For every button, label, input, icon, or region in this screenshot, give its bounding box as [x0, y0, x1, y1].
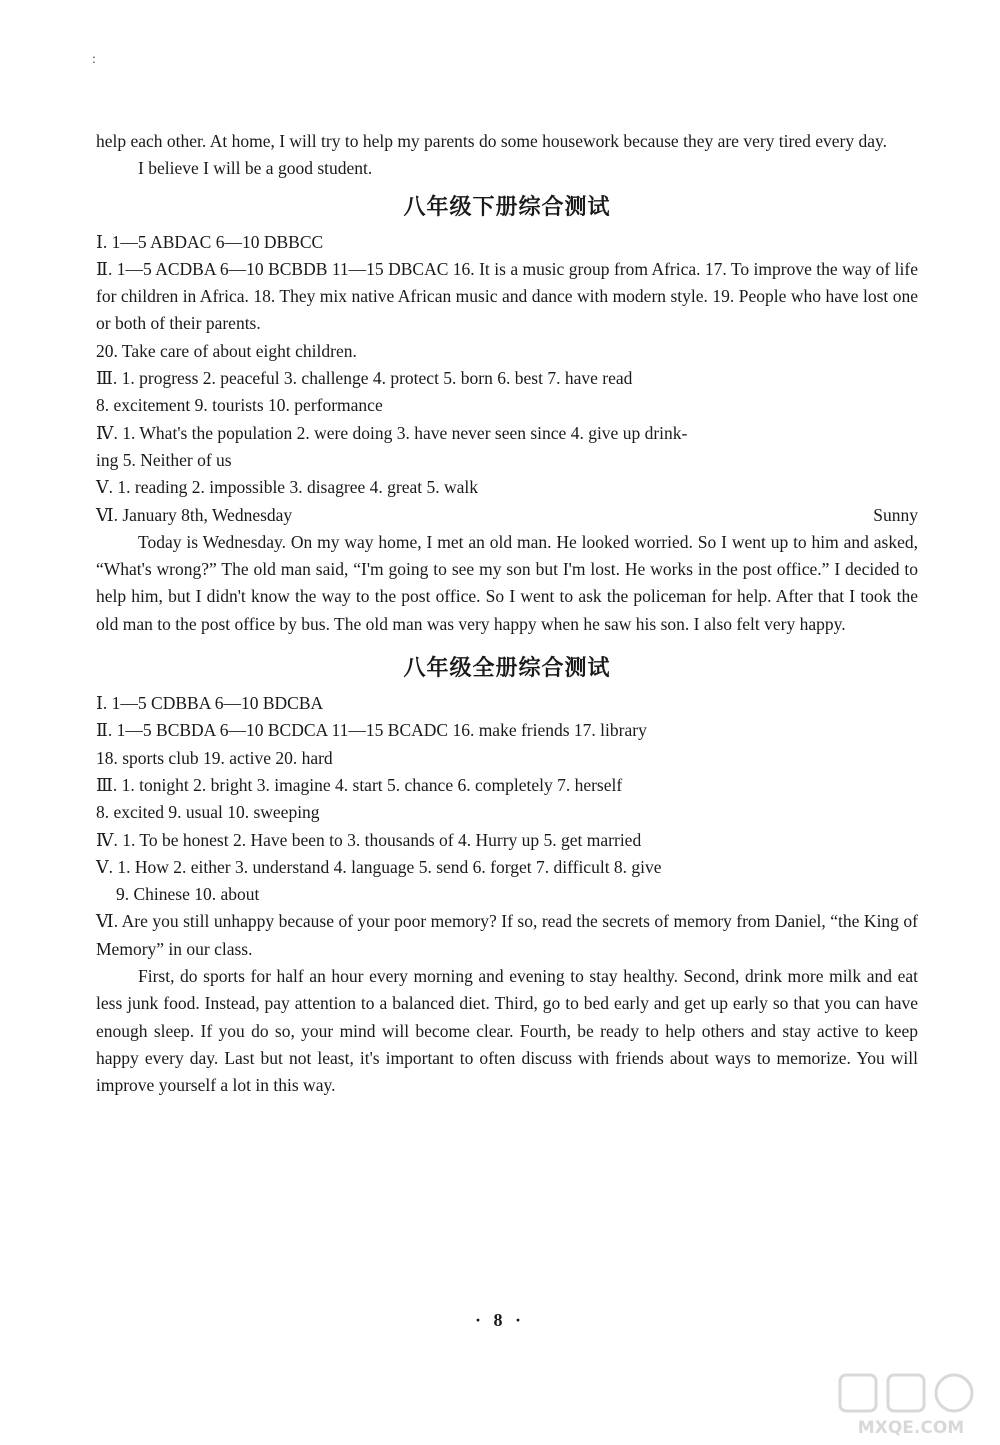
page-content: [96, 128, 918, 1100]
intro-paragraph-1: help each other. At home, I will try to help my parents do some housework because they are very tired every day.: [96, 131, 887, 151]
s1-part-iv-line1: Ⅳ. 1. What's the population 2. were doing 3. have never seen since 4. give up drink-: [96, 422, 688, 443]
s1-part-ii: Ⅱ. 1—5 ACDBA 6—10 BCBDB 11—15 DBCAC 16. It is a music group from Africa. 17. To improve the way of life for children in Africa. 18. They mix native African music and dance with modern style. 19. People who have lost one or both of their parents.: [96, 258, 918, 334]
s1-part-i: Ⅰ. 1—5 ABDAC 6—10 DBBCC: [96, 231, 324, 252]
watermark-text: MXQE.COM: [857, 1418, 965, 1438]
s1-diary-weather: Sunny: [873, 504, 918, 525]
intro-paragraph-2: I believe I will be a good student.: [138, 158, 373, 179]
watermark-logo-icon: [836, 1371, 986, 1439]
s1-diary-text: Today is Wednesday. On my way home, I met an old man. He looked worried. So I went up to him and asked, “What's wrong?” The old man said, “I'm going to see my son but I'm lost. He works in the post office.” I decided to help him, but I didn't know the way to the post office. So I went to ask the policeman for help. After that I took the old man to the post office by bus. The old man was very happy when he saw his son. I also felt very happy.: [96, 531, 918, 634]
top-mark: :: [92, 52, 96, 67]
s2-part-iii-line2: 8. excited 9. usual 10. sweeping: [96, 802, 320, 823]
s1-part-iii-line2: 8. excitement 9. tourists 10. performance: [96, 395, 383, 416]
watermark-logo: [836, 1371, 986, 1439]
s1-part-iv-line2: ing 5. Neither of us: [96, 449, 232, 470]
s2-part-vi-intro: Ⅵ. Are you still unhappy because of your poor memory? If so, read the secrets of memory from Daniel, “the King of Memory” in our class.: [96, 911, 918, 959]
section-title-2: 八年级全册综合测试: [403, 656, 611, 682]
s2-part-v-line2: 9. Chinese 10. about: [116, 884, 260, 905]
s1-part-ii-last: 20. Take care of about eight children.: [96, 340, 357, 361]
s2-part-ii-line1: Ⅱ. 1—5 BCBDA 6—10 BCDCA 11—15 BCADC 16. make friends 17. library: [96, 720, 647, 741]
s1-diary-date: Ⅵ. January 8th, Wednesday: [96, 504, 293, 525]
s2-part-iv: Ⅳ. 1. To be honest 2. Have been to 3. thousands of 4. Hurry up 5. get married: [96, 829, 642, 850]
s1-diary-header: [96, 502, 918, 529]
section-title-1: 八年级下册综合测试: [403, 194, 611, 220]
s2-part-v-line1: Ⅴ. 1. How 2. either 3. understand 4. language 5. send 6. forget 7. difficult 8. give: [96, 856, 662, 877]
s2-part-i: Ⅰ. 1—5 CDBBA 6—10 BDCBA: [96, 693, 324, 714]
s2-part-ii-line2: 18. sports club 19. active 20. hard: [96, 747, 333, 768]
s1-part-v: Ⅴ. 1. reading 2. impossible 3. disagree 4. great 5. walk: [96, 477, 478, 498]
s2-part-vi-body: First, do sports for half an hour every morning and evening to stay healthy. Second, drink more milk and eat less junk food. Instead, pay attention to a balanced diet. Third, go to bed early and get up early so that you can have enough sleep. If you do so, your mind will become clear. Fourth, be ready to help others and stay active to keep happy every day. Last but not least, it's important to often discuss with friends about ways to memorize. You will improve yourself a lot in this way.: [96, 966, 918, 1096]
page-number: · 8 ·: [474, 1310, 525, 1330]
s1-part-iii-line1: Ⅲ. 1. progress 2. peaceful 3. challenge 4. protect 5. born 6. best 7. have read: [96, 368, 633, 389]
s2-part-iii-line1: Ⅲ. 1. tonight 2. bright 3. imagine 4. start 5. chance 6. completely 7. herself: [96, 774, 623, 795]
